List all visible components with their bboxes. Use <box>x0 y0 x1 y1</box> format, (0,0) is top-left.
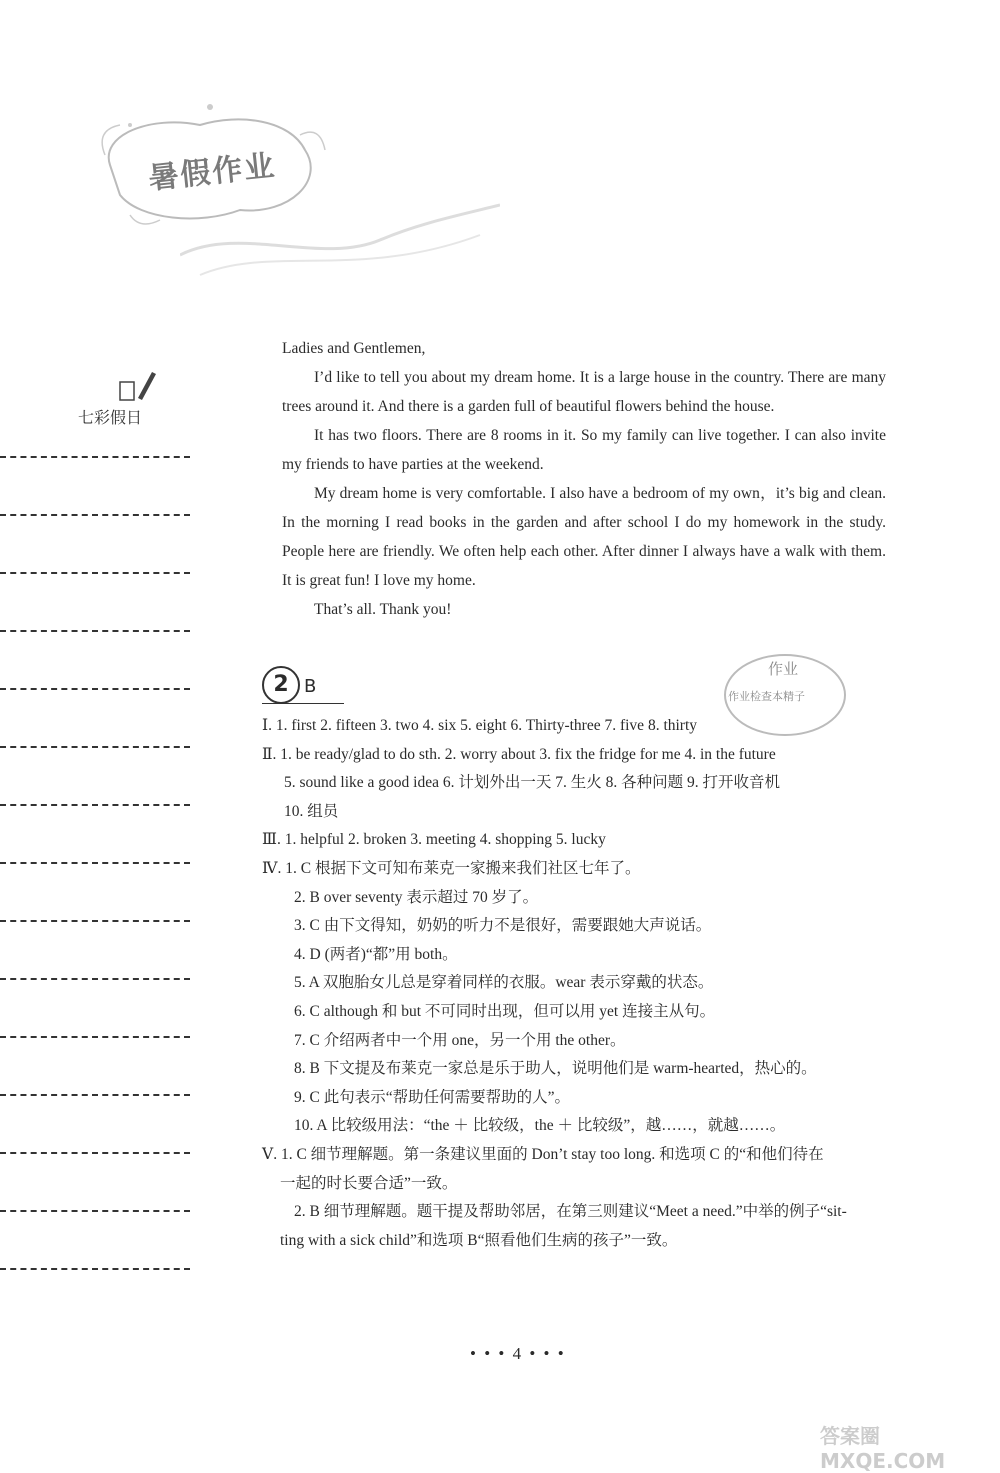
answer-line: Ⅰ. 1. first 2. fifteen 3. two 4. six 5. eight 6. Thirty-three 7. five 8. thirty <box>262 717 698 734</box>
note-line <box>0 854 190 912</box>
note-line <box>0 970 190 1028</box>
answer-line: 7. C 介绍两者中一个用 one，另一个用 the other。 <box>294 1031 626 1049</box>
note-line <box>0 796 190 854</box>
watermark <box>820 1420 1000 1473</box>
note-line <box>0 1028 190 1086</box>
note-line <box>0 448 190 506</box>
essay-paragraph: It has two floors. There are 8 rooms in it. So my family can live together. I can also invite my friends to have parties at the weekend. <box>282 427 886 473</box>
essay <box>282 334 886 624</box>
answer-line: 4. D (两者)“都”用 both。 <box>294 945 458 963</box>
section-number: 2 <box>262 666 300 704</box>
answer-line: Ⅴ. 1. C 细节理解题。第一条建议里面的 Don’t stay too long. 和选项 C 的“和他们待在 <box>262 1145 824 1163</box>
answer-line: ting with a sick child”和选项 B“照看他们生病的孩子”一致。 <box>280 1231 678 1249</box>
note-line <box>0 1202 190 1260</box>
answer-line: 10. 组员 <box>284 802 339 820</box>
section-letter: B <box>304 676 317 697</box>
page-number: • • • 4 • • • <box>470 1344 566 1363</box>
note-line <box>0 738 190 796</box>
essay-paragraph: I’d like to tell you about my dream home. It is a large house in the country. There are many trees around it. And there is a garden full of beautiful flowers behind the house. <box>282 369 886 415</box>
note-line <box>0 912 190 970</box>
answer-line: Ⅲ. 1. helpful 2. broken 3. meeting 4. shopping 5. lucky <box>262 831 606 849</box>
stamp-middle-text: 作业检查本精子 <box>728 690 805 703</box>
note-line <box>0 1144 190 1202</box>
answer-key <box>262 712 892 1255</box>
sidebar-note-lines <box>0 448 190 1318</box>
note-line <box>0 1260 190 1318</box>
answer-line: 3. C 由下文得知，奶奶的听力不是很好，需要跟她大声说话。 <box>294 917 712 935</box>
note-line <box>0 1086 190 1144</box>
answer-line: Ⅳ. 1. C 根据下文可知布莱克一家搬来我们社区七年了。 <box>262 859 641 877</box>
answer-line: 2. B 细节理解题。题干提及帮助邻居，在第三则建议“Meet a need.”中举的例子“sit- <box>294 1203 847 1221</box>
essay-paragraph: My dream home is very comfortable. I also have a bedroom of my own，it’s big and clean. In the morning I read books in the garden and after school I do my homework in the study. People here are friendly. We often help each other. After dinner I always have a walk with them. It is great fun! I love my home. <box>282 485 886 589</box>
section-underline <box>262 703 344 704</box>
note-line <box>0 506 190 564</box>
note-line <box>0 622 190 680</box>
answer-line: 5. A 双胞胎女儿总是穿着同样的衣服。wear 表示穿戴的状态。 <box>294 974 714 992</box>
stamp-top-text: 作业 <box>768 660 799 678</box>
note-line <box>0 564 190 622</box>
answer-line: Ⅱ. 1. be ready/glad to do sth. 2. worry about 3. fix the fridge for me 4. in the future <box>262 745 776 763</box>
essay-paragraph: That’s all. Thank you! <box>314 601 452 618</box>
pencil-icon <box>118 368 158 408</box>
answer-line: 10. A 比较级用法：“the ＋ 比较级，the ＋ 比较级”，越……，就越……。 <box>294 1117 786 1135</box>
decorative-swoosh-icon <box>180 185 500 295</box>
sidebar-title: 七彩假日 <box>78 408 143 427</box>
answer-line: 5. sound like a good idea 6. 计划外出一天 7. 生火 8. 各种问题 9. 打开收音机 <box>284 774 780 792</box>
answer-line: 一起的时长要合适”一致。 <box>280 1174 458 1192</box>
answer-line: 6. C although 和 but 不可同时出现，但可以用 yet 连接主从句。 <box>294 1002 716 1020</box>
watermark-text: 答案圈 MXQE.COM <box>820 1424 946 1473</box>
answer-line: 8. B 下文提及布莱克一家总是乐于助人，说明他们是 warm-hearted，热心的。 <box>294 1060 817 1078</box>
note-line <box>0 680 190 738</box>
banner-title: 暑假作业 <box>146 148 278 197</box>
answer-line: 9. C 此句表示“帮助任何需要帮助的人”。 <box>294 1088 570 1106</box>
answer-line: 2. B over seventy 表示超过 70 岁了。 <box>294 888 539 906</box>
essay-greeting: Ladies and Gentlemen, <box>282 340 426 357</box>
section-heading <box>262 656 352 706</box>
